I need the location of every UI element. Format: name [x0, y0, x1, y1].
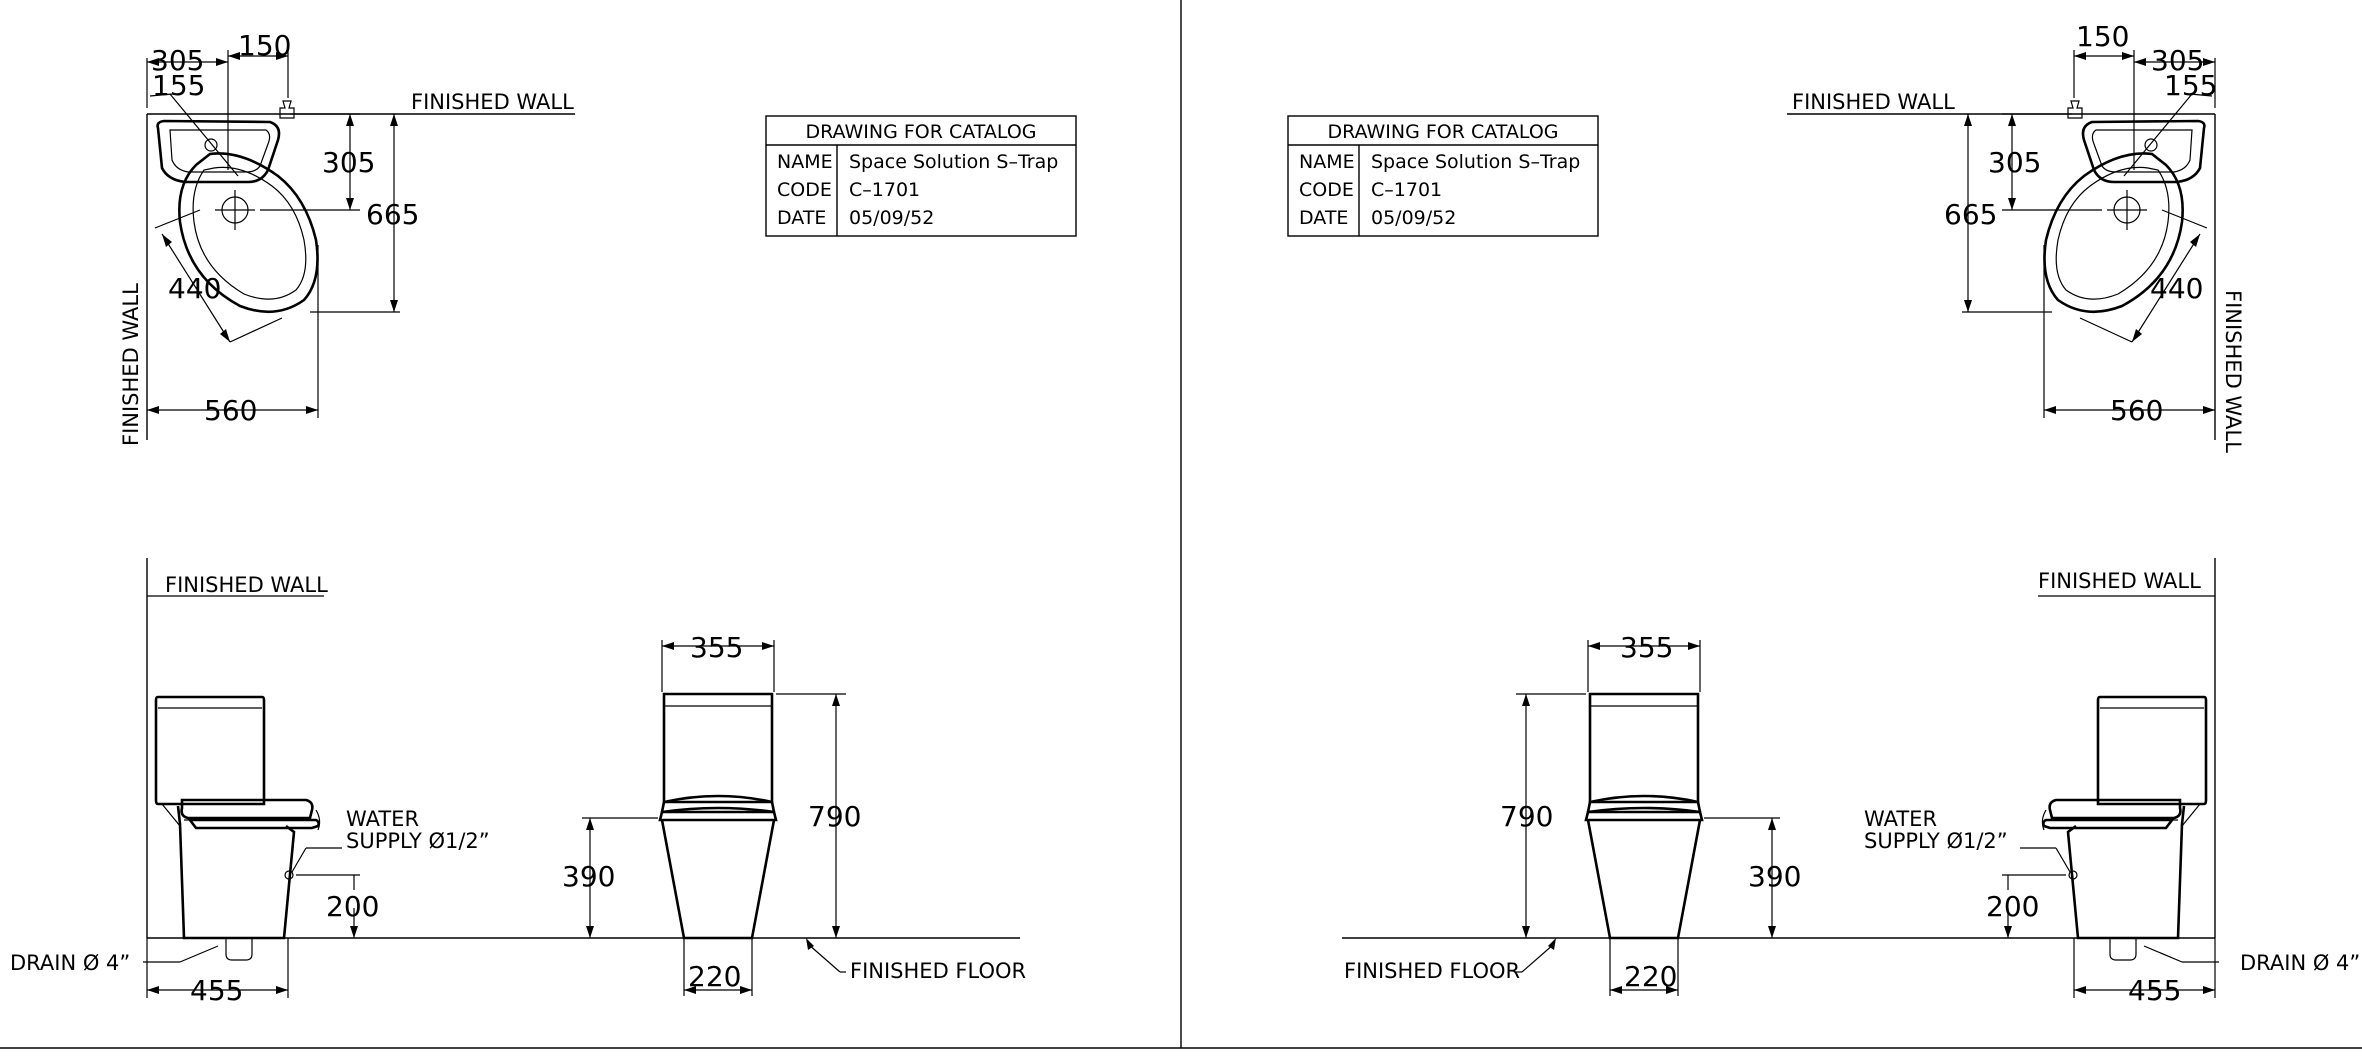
- title-block-key-name: NAME: [1299, 151, 1355, 173]
- finished-wall-label: FINISHED WALL: [1792, 90, 1955, 114]
- title-block-left: [766, 116, 1076, 236]
- dim-305-top: 305: [2151, 44, 2205, 77]
- finished-floor-label: FINISHED FLOOR: [1344, 959, 1521, 983]
- dim-455: 455: [2128, 974, 2182, 1007]
- title-block-key-date: DATE: [1299, 207, 1349, 229]
- dim-150-top: 150: [238, 29, 292, 62]
- left-plan-view: [119, 29, 575, 446]
- dim-440: 440: [2150, 272, 2204, 305]
- dim-560: 560: [204, 394, 258, 427]
- drain-label: DRAIN Ø 4”: [10, 951, 131, 975]
- title-block-value-name: Space Solution S–Trap: [1371, 151, 1581, 173]
- left-side-view: [10, 558, 1026, 1007]
- title-block-right: [1288, 116, 1598, 236]
- dim-390: 390: [1748, 860, 1802, 893]
- water-supply-label-line2: SUPPLY Ø1/2”: [346, 829, 490, 853]
- water-supply-label-line1: WATER: [346, 807, 420, 831]
- finished-wall-label-vertical: FINISHED WALL: [2221, 290, 2245, 453]
- dim-220: 220: [688, 960, 742, 993]
- title-block-value-date: 05/09/52: [849, 207, 935, 229]
- dim-305-top: 305: [151, 44, 205, 77]
- finished-wall-label-side: FINISHED WALL: [2038, 569, 2201, 593]
- dim-355: 355: [1620, 631, 1674, 664]
- dim-150-top: 150: [2076, 20, 2130, 53]
- right-plan-view: [1787, 20, 2245, 453]
- title-block-value-code: C–1701: [849, 179, 921, 201]
- dim-390: 390: [562, 860, 616, 893]
- finished-wall-label: FINISHED WALL: [411, 90, 574, 114]
- dim-560: 560: [2110, 394, 2164, 427]
- finished-wall-label-vertical: FINISHED WALL: [119, 283, 143, 446]
- title-block-heading: DRAWING FOR CATALOG: [805, 121, 1037, 143]
- drain-label: DRAIN Ø 4”: [2240, 951, 2361, 975]
- dim-355: 355: [690, 631, 744, 664]
- water-supply-label-line2: SUPPLY Ø1/2”: [1864, 829, 2008, 853]
- title-block-key-date: DATE: [777, 207, 827, 229]
- title-block-key-name: NAME: [777, 151, 833, 173]
- dim-440: 440: [168, 272, 222, 305]
- title-block-value-code: C–1701: [1371, 179, 1443, 201]
- title-block-key-code: CODE: [1299, 179, 1354, 201]
- dim-200: 200: [1986, 890, 2040, 923]
- dim-305-right: 305: [322, 146, 376, 179]
- title-block-value-name: Space Solution S–Trap: [849, 151, 1059, 173]
- dim-155: 155: [152, 69, 206, 102]
- dim-665: 665: [1944, 198, 1998, 231]
- title-block-heading: DRAWING FOR CATALOG: [1327, 121, 1559, 143]
- dim-200: 200: [326, 890, 380, 923]
- finished-floor-label: FINISHED FLOOR: [850, 959, 1027, 983]
- finished-wall-label-side: FINISHED WALL: [165, 573, 328, 597]
- dim-155: 155: [2164, 69, 2218, 102]
- dim-790: 790: [808, 800, 862, 833]
- water-supply-label-line1: WATER: [1864, 807, 1938, 831]
- dim-305-right: 305: [1988, 146, 2042, 179]
- dim-220: 220: [1624, 960, 1678, 993]
- title-block-key-code: CODE: [777, 179, 832, 201]
- dim-790: 790: [1500, 800, 1554, 833]
- dim-665: 665: [366, 198, 420, 231]
- right-side-view: [1342, 558, 2360, 1007]
- dim-455: 455: [190, 974, 244, 1007]
- title-block-value-date: 05/09/52: [1371, 207, 1457, 229]
